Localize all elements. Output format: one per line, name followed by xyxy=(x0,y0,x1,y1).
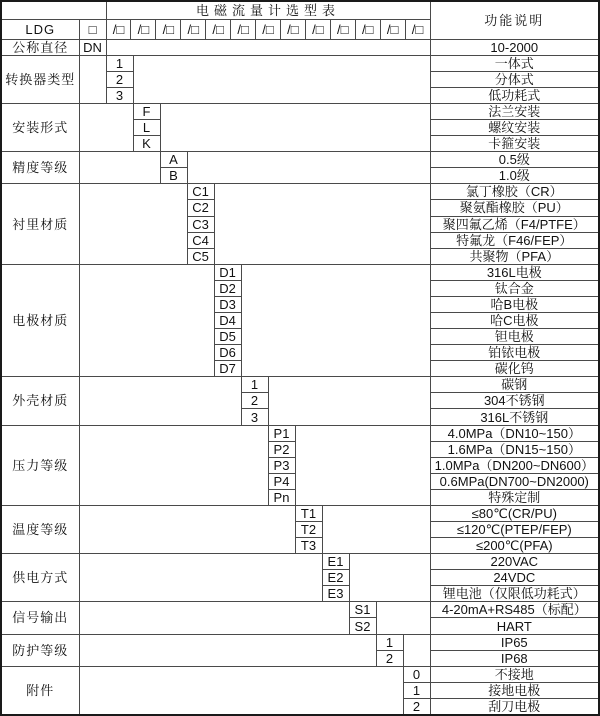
segment-box-row xyxy=(107,20,430,39)
code-cell: T3 xyxy=(295,538,322,554)
description-cell: 哈C电极 xyxy=(430,313,599,329)
spacer-cell xyxy=(214,184,430,264)
description-cell: 铂铱电极 xyxy=(430,345,599,361)
title-left-spacer xyxy=(1,1,106,19)
description-cell: ≤120℃(PTEP/FEP) xyxy=(430,522,599,538)
description-cell: 碳钢 xyxy=(430,377,599,393)
category-label: 安装形式 xyxy=(1,103,79,151)
description-cell: 卡箍安装 xyxy=(430,136,599,152)
code-cell: 3 xyxy=(241,409,268,425)
table-row xyxy=(1,425,599,441)
code-cell: D6 xyxy=(214,345,241,361)
spacer-cell xyxy=(79,425,268,505)
spacer-cell xyxy=(79,152,160,184)
description-cell: 碳化钨 xyxy=(430,361,599,377)
category-label: 公称直径 xyxy=(1,39,79,55)
description-cell: ≤200℃(PFA) xyxy=(430,538,599,554)
code-cell: S1 xyxy=(349,602,376,618)
table-row xyxy=(1,264,599,280)
code-cell: P4 xyxy=(268,473,295,489)
function-column-header: 功能说明 xyxy=(430,1,599,39)
category-label: 精度等级 xyxy=(1,152,79,184)
category-label: 供电方式 xyxy=(1,554,79,602)
spacer-cell xyxy=(241,264,430,377)
description-cell: 24VDC xyxy=(430,570,599,586)
segment-box: /□ xyxy=(130,20,155,39)
segment-box: /□ xyxy=(205,20,230,39)
segment-box: /□ xyxy=(230,20,255,39)
code-cell: T1 xyxy=(295,505,322,521)
description-cell: 刮刀电极 xyxy=(430,698,599,715)
description-cell: 304不锈钢 xyxy=(430,393,599,409)
code-cell: P1 xyxy=(268,425,295,441)
description-cell: IP68 xyxy=(430,650,599,666)
segment-boxes-cell xyxy=(106,19,430,39)
code-cell: 2 xyxy=(241,393,268,409)
code-cell: E2 xyxy=(322,570,349,586)
spacer-cell xyxy=(322,505,430,553)
category-label: 外壳材质 xyxy=(1,377,79,425)
code-cell: DN xyxy=(79,39,106,55)
segment-box: /□ xyxy=(155,20,180,39)
description-cell: 接地电极 xyxy=(430,682,599,698)
segment-box: /□ xyxy=(405,20,430,39)
description-cell: 低功耗式 xyxy=(430,87,599,103)
description-cell: 分体式 xyxy=(430,71,599,87)
code-cell: C4 xyxy=(187,232,214,248)
table-row xyxy=(1,554,599,570)
table-row xyxy=(1,377,599,393)
description-cell: 220VAC xyxy=(430,554,599,570)
table-row xyxy=(1,103,599,119)
code-cell: D4 xyxy=(214,313,241,329)
code-cell: 0 xyxy=(403,666,430,682)
spacer-cell xyxy=(376,602,430,634)
code-cell: 1 xyxy=(376,634,403,650)
code-cell: 2 xyxy=(106,71,133,87)
category-label: 衬里材质 xyxy=(1,184,79,264)
segment-box: /□ xyxy=(255,20,280,39)
spacer-cell xyxy=(79,505,295,553)
description-cell: 一体式 xyxy=(430,55,599,71)
spacer-cell xyxy=(133,55,430,103)
dn-box-cell: □ xyxy=(79,19,106,39)
spacer-cell xyxy=(79,103,133,151)
description-cell: 法兰安装 xyxy=(430,103,599,119)
code-cell: D1 xyxy=(214,264,241,280)
code-cell: F xyxy=(133,103,160,119)
code-cell: 1 xyxy=(403,682,430,698)
description-cell: 不接地 xyxy=(430,666,599,682)
description-cell: 锂电池（仅限低功耗式） xyxy=(430,586,599,602)
description-cell: 钽电极 xyxy=(430,329,599,345)
category-label: 压力等级 xyxy=(1,425,79,505)
description-cell: 聚氨酯橡胶（PU） xyxy=(430,200,599,216)
spacer-cell xyxy=(79,184,187,264)
spacer-cell xyxy=(79,666,403,715)
code-cell: 2 xyxy=(403,698,430,715)
code-cell: E1 xyxy=(322,554,349,570)
spacer-cell xyxy=(79,634,376,666)
segment-box: /□ xyxy=(380,20,405,39)
spacer-cell xyxy=(79,602,349,634)
spacer-cell xyxy=(160,103,430,151)
code-cell: C5 xyxy=(187,248,214,264)
description-cell: 螺纹安装 xyxy=(430,120,599,136)
description-cell: 10-2000 xyxy=(430,39,599,55)
code-cell: 1 xyxy=(241,377,268,393)
table-row xyxy=(1,39,599,55)
code-cell: E3 xyxy=(322,586,349,602)
code-cell: D2 xyxy=(214,280,241,296)
code-cell: K xyxy=(133,136,160,152)
table-row xyxy=(1,666,599,682)
table-row xyxy=(1,505,599,521)
category-label: 电极材质 xyxy=(1,264,79,377)
code-cell: D5 xyxy=(214,329,241,345)
spacer-cell xyxy=(79,554,322,602)
code-cell: A xyxy=(160,152,187,168)
spacer-cell xyxy=(295,425,430,505)
description-cell: HART xyxy=(430,618,599,634)
code-cell: L xyxy=(133,120,160,136)
description-cell: 1.0级 xyxy=(430,168,599,184)
spacer-cell xyxy=(79,264,214,377)
description-cell: 哈B电极 xyxy=(430,296,599,312)
spacer-cell xyxy=(268,377,430,425)
category-label: 防护等级 xyxy=(1,634,79,666)
code-cell: 3 xyxy=(106,87,133,103)
table-row xyxy=(1,152,599,168)
category-label: 转换器类型 xyxy=(1,55,79,103)
code-cell: P3 xyxy=(268,457,295,473)
description-cell: 4-20mA+RS485（标配） xyxy=(430,602,599,618)
title-row xyxy=(1,1,599,19)
description-cell: 共聚物（PFA） xyxy=(430,248,599,264)
spacer-cell xyxy=(106,39,430,55)
description-cell: 氯丁橡胶（CR） xyxy=(430,184,599,200)
code-cell: D3 xyxy=(214,296,241,312)
segment-box: /□ xyxy=(330,20,355,39)
table-row xyxy=(1,634,599,650)
table-row xyxy=(1,184,599,200)
description-cell: 0.5级 xyxy=(430,152,599,168)
description-cell: 4.0MPa（DN10~150） xyxy=(430,425,599,441)
model-prefix: LDG xyxy=(1,19,79,39)
code-cell: C3 xyxy=(187,216,214,232)
description-cell: 316L不锈钢 xyxy=(430,409,599,425)
code-cell: 1 xyxy=(106,55,133,71)
segment-box: /□ xyxy=(355,20,380,39)
description-cell: 316L电极 xyxy=(430,264,599,280)
description-cell: 特氟龙（F46/FEP） xyxy=(430,232,599,248)
code-cell: S2 xyxy=(349,618,376,634)
category-label: 温度等级 xyxy=(1,505,79,553)
code-cell: B xyxy=(160,168,187,184)
description-cell: 钛合金 xyxy=(430,280,599,296)
category-label: 信号输出 xyxy=(1,602,79,634)
page-title: 电磁流量计选型表 xyxy=(106,1,430,19)
description-cell: 0.6MPa(DN700~DN2000) xyxy=(430,473,599,489)
code-cell: Pn xyxy=(268,489,295,505)
code-cell: C2 xyxy=(187,200,214,216)
category-label: 附件 xyxy=(1,666,79,715)
spacer-cell xyxy=(79,55,106,103)
code-cell: 2 xyxy=(376,650,403,666)
segment-box: /□ xyxy=(180,20,205,39)
spacer-cell xyxy=(349,554,430,602)
spacer-cell xyxy=(79,377,241,425)
description-cell: 1.0MPa（DN200~DN600） xyxy=(430,457,599,473)
code-cell: P2 xyxy=(268,441,295,457)
segment-box: /□ xyxy=(280,20,305,39)
code-cell: D7 xyxy=(214,361,241,377)
table-row xyxy=(1,55,599,71)
code-cell: C1 xyxy=(187,184,214,200)
description-cell: 1.6MPa（DN15~150） xyxy=(430,441,599,457)
spacer-cell xyxy=(187,152,430,184)
code-cell: T2 xyxy=(295,522,322,538)
description-cell: ≤80℃(CR/PU) xyxy=(430,505,599,521)
segment-box: /□ xyxy=(112,21,125,37)
description-cell: 聚四氟乙烯（F4/PTFE） xyxy=(430,216,599,232)
description-cell: IP65 xyxy=(430,634,599,650)
table-row xyxy=(1,602,599,618)
description-cell: 特殊定制 xyxy=(430,489,599,505)
spacer-cell xyxy=(403,634,430,666)
segment-box: /□ xyxy=(305,20,330,39)
